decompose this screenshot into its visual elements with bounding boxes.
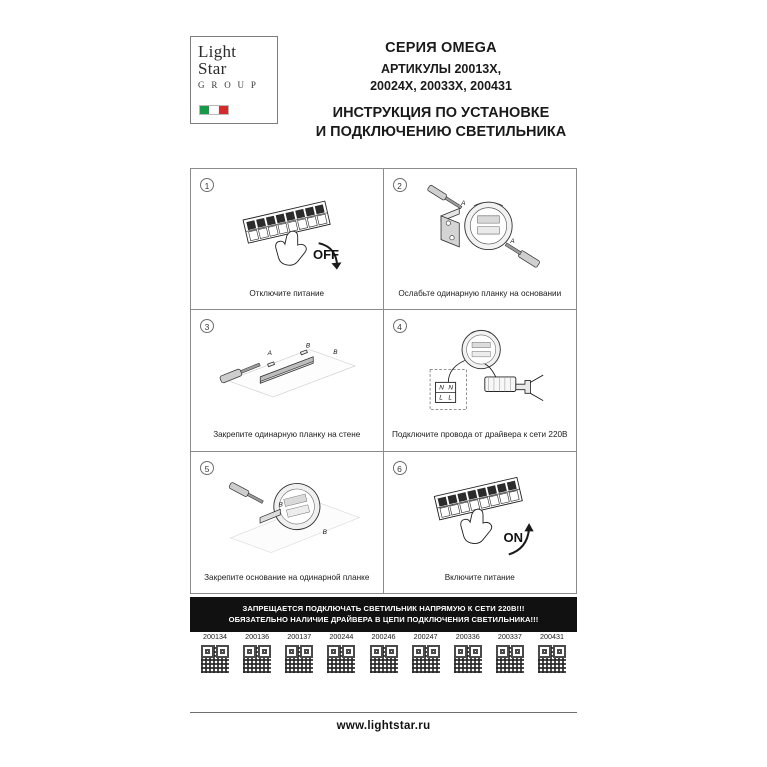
svg-text:B: B — [322, 528, 327, 536]
fix-base-icon — [191, 466, 383, 567]
step-cell-3 — [191, 310, 384, 451]
qr-code-icon[interactable] — [369, 644, 399, 674]
qr-code-icon[interactable] — [411, 644, 441, 674]
document-header — [190, 36, 580, 141]
qr-label: 200336 — [455, 632, 480, 641]
qr-item — [533, 632, 571, 674]
warning-banner — [190, 597, 577, 632]
qr-code-icon[interactable] — [242, 644, 272, 674]
qr-item — [322, 632, 360, 674]
logo-line-star: Star — [198, 59, 227, 79]
qr-label: 200134 — [203, 632, 227, 641]
step-caption: Подключите провода от драйвера к сети 220В — [391, 430, 568, 440]
qr-item — [449, 632, 487, 674]
step-caption: Ослабьте одинарную планку на основании — [398, 289, 562, 299]
qr-code-icon[interactable] — [537, 644, 567, 674]
italy-flag-icon — [199, 105, 229, 115]
step-cell-2 — [384, 169, 577, 310]
qr-item — [407, 632, 445, 674]
qr-label: 200136 — [245, 632, 270, 641]
qr-code-icon[interactable] — [495, 644, 525, 674]
svg-text:A: A — [460, 199, 465, 207]
step1-off-label: OFF — [313, 247, 339, 262]
page-title — [302, 104, 580, 143]
document-footer — [0, 712, 767, 732]
warning-line-1: ЗАПРЕЩАЕТСЯ ПОДКЛЮЧАТЬ СВЕТИЛЬНИК НАПРЯМУЮ К СЕТИ 220В!!! — [242, 604, 525, 613]
warning-line-2: ОБЯЗАТЕЛЬНО НАЛИЧИЕ ДРАЙВЕРА В ЦЕПИ ПОДКЛЮЧЕНИЯ СВЕТИЛЬНИКА!!! — [228, 615, 539, 624]
svg-text:L: L — [447, 395, 452, 403]
brand-logo — [190, 36, 278, 124]
qr-code-icon[interactable] — [326, 644, 356, 674]
qr-code-icon[interactable] — [284, 644, 314, 674]
series-title: СЕРИЯ OMEGA — [385, 40, 497, 56]
qr-label: 200337 — [497, 632, 522, 641]
svg-text:B: B — [278, 501, 283, 509]
step-caption: Отключите питание — [249, 289, 325, 299]
page-title-line2: И ПОДКЛЮЧЕНИЮ СВЕТИЛЬНИКА — [315, 124, 567, 141]
circuit-breaker-off-icon — [191, 183, 383, 283]
svg-text:L: L — [438, 395, 443, 403]
step-cell-4 — [384, 310, 577, 451]
svg-text:A: A — [267, 350, 272, 358]
step-cell-5 — [191, 452, 384, 593]
article-numbers — [302, 61, 580, 95]
svg-text:N: N — [447, 384, 453, 392]
article-numbers-line1: АРТИКУЛЫ 20013Х, — [380, 62, 502, 76]
step-caption: Закрепите основание на одинарной планке — [204, 572, 370, 582]
footer-divider — [190, 712, 577, 713]
qr-code-icon[interactable] — [453, 644, 483, 674]
svg-text:A: A — [509, 238, 515, 246]
step-number-badge: 5 — [200, 461, 214, 475]
header-text-block — [302, 36, 580, 143]
qr-code-icon[interactable] — [200, 644, 230, 674]
page-title-line1: ИНСТРУКЦИЯ ПО УСТАНОВКЕ — [332, 104, 550, 121]
footer-website-url[interactable]: www.lightstar.ru — [336, 720, 431, 732]
logo-wordmark — [198, 43, 258, 90]
qr-label: 200246 — [371, 632, 396, 641]
steps-grid — [190, 168, 577, 594]
step-number-badge: 2 — [393, 178, 407, 192]
svg-text:N: N — [438, 384, 444, 392]
step6-on-label: ON — [503, 529, 523, 545]
qr-label: 200247 — [413, 632, 438, 641]
mount-bracket-wall-icon — [191, 324, 383, 424]
step-caption: Включите питание — [444, 572, 515, 582]
qr-label: 200431 — [540, 632, 564, 641]
logo-line-group: G R O U P — [198, 79, 259, 90]
step-cell-6 — [384, 452, 577, 593]
step-cell-1 — [191, 169, 384, 310]
qr-item — [280, 632, 318, 674]
step-number-badge: 6 — [393, 461, 407, 475]
qr-label: 200137 — [287, 632, 312, 641]
svg-text:B: B — [305, 343, 311, 351]
qr-label: 200244 — [329, 632, 354, 641]
step-number-badge: 4 — [393, 319, 407, 333]
driver-wiring-icon — [384, 324, 577, 424]
article-numbers-line2: 20024Х, 20033Х, 200431 — [370, 78, 512, 93]
qr-item — [196, 632, 234, 674]
qr-item — [238, 632, 276, 674]
step-number-badge: 3 — [200, 319, 214, 333]
logo-line-light: Light — [198, 42, 237, 61]
qr-item — [491, 632, 529, 674]
circuit-breaker-on-icon — [384, 466, 577, 567]
step-number-badge: 1 — [200, 178, 214, 192]
loosen-bracket-icon — [384, 183, 577, 283]
step-caption: Закрепите одинарную планку на стене — [213, 430, 361, 440]
qr-item — [365, 632, 403, 674]
qr-code-row — [190, 632, 577, 674]
svg-text:B: B — [333, 349, 338, 357]
